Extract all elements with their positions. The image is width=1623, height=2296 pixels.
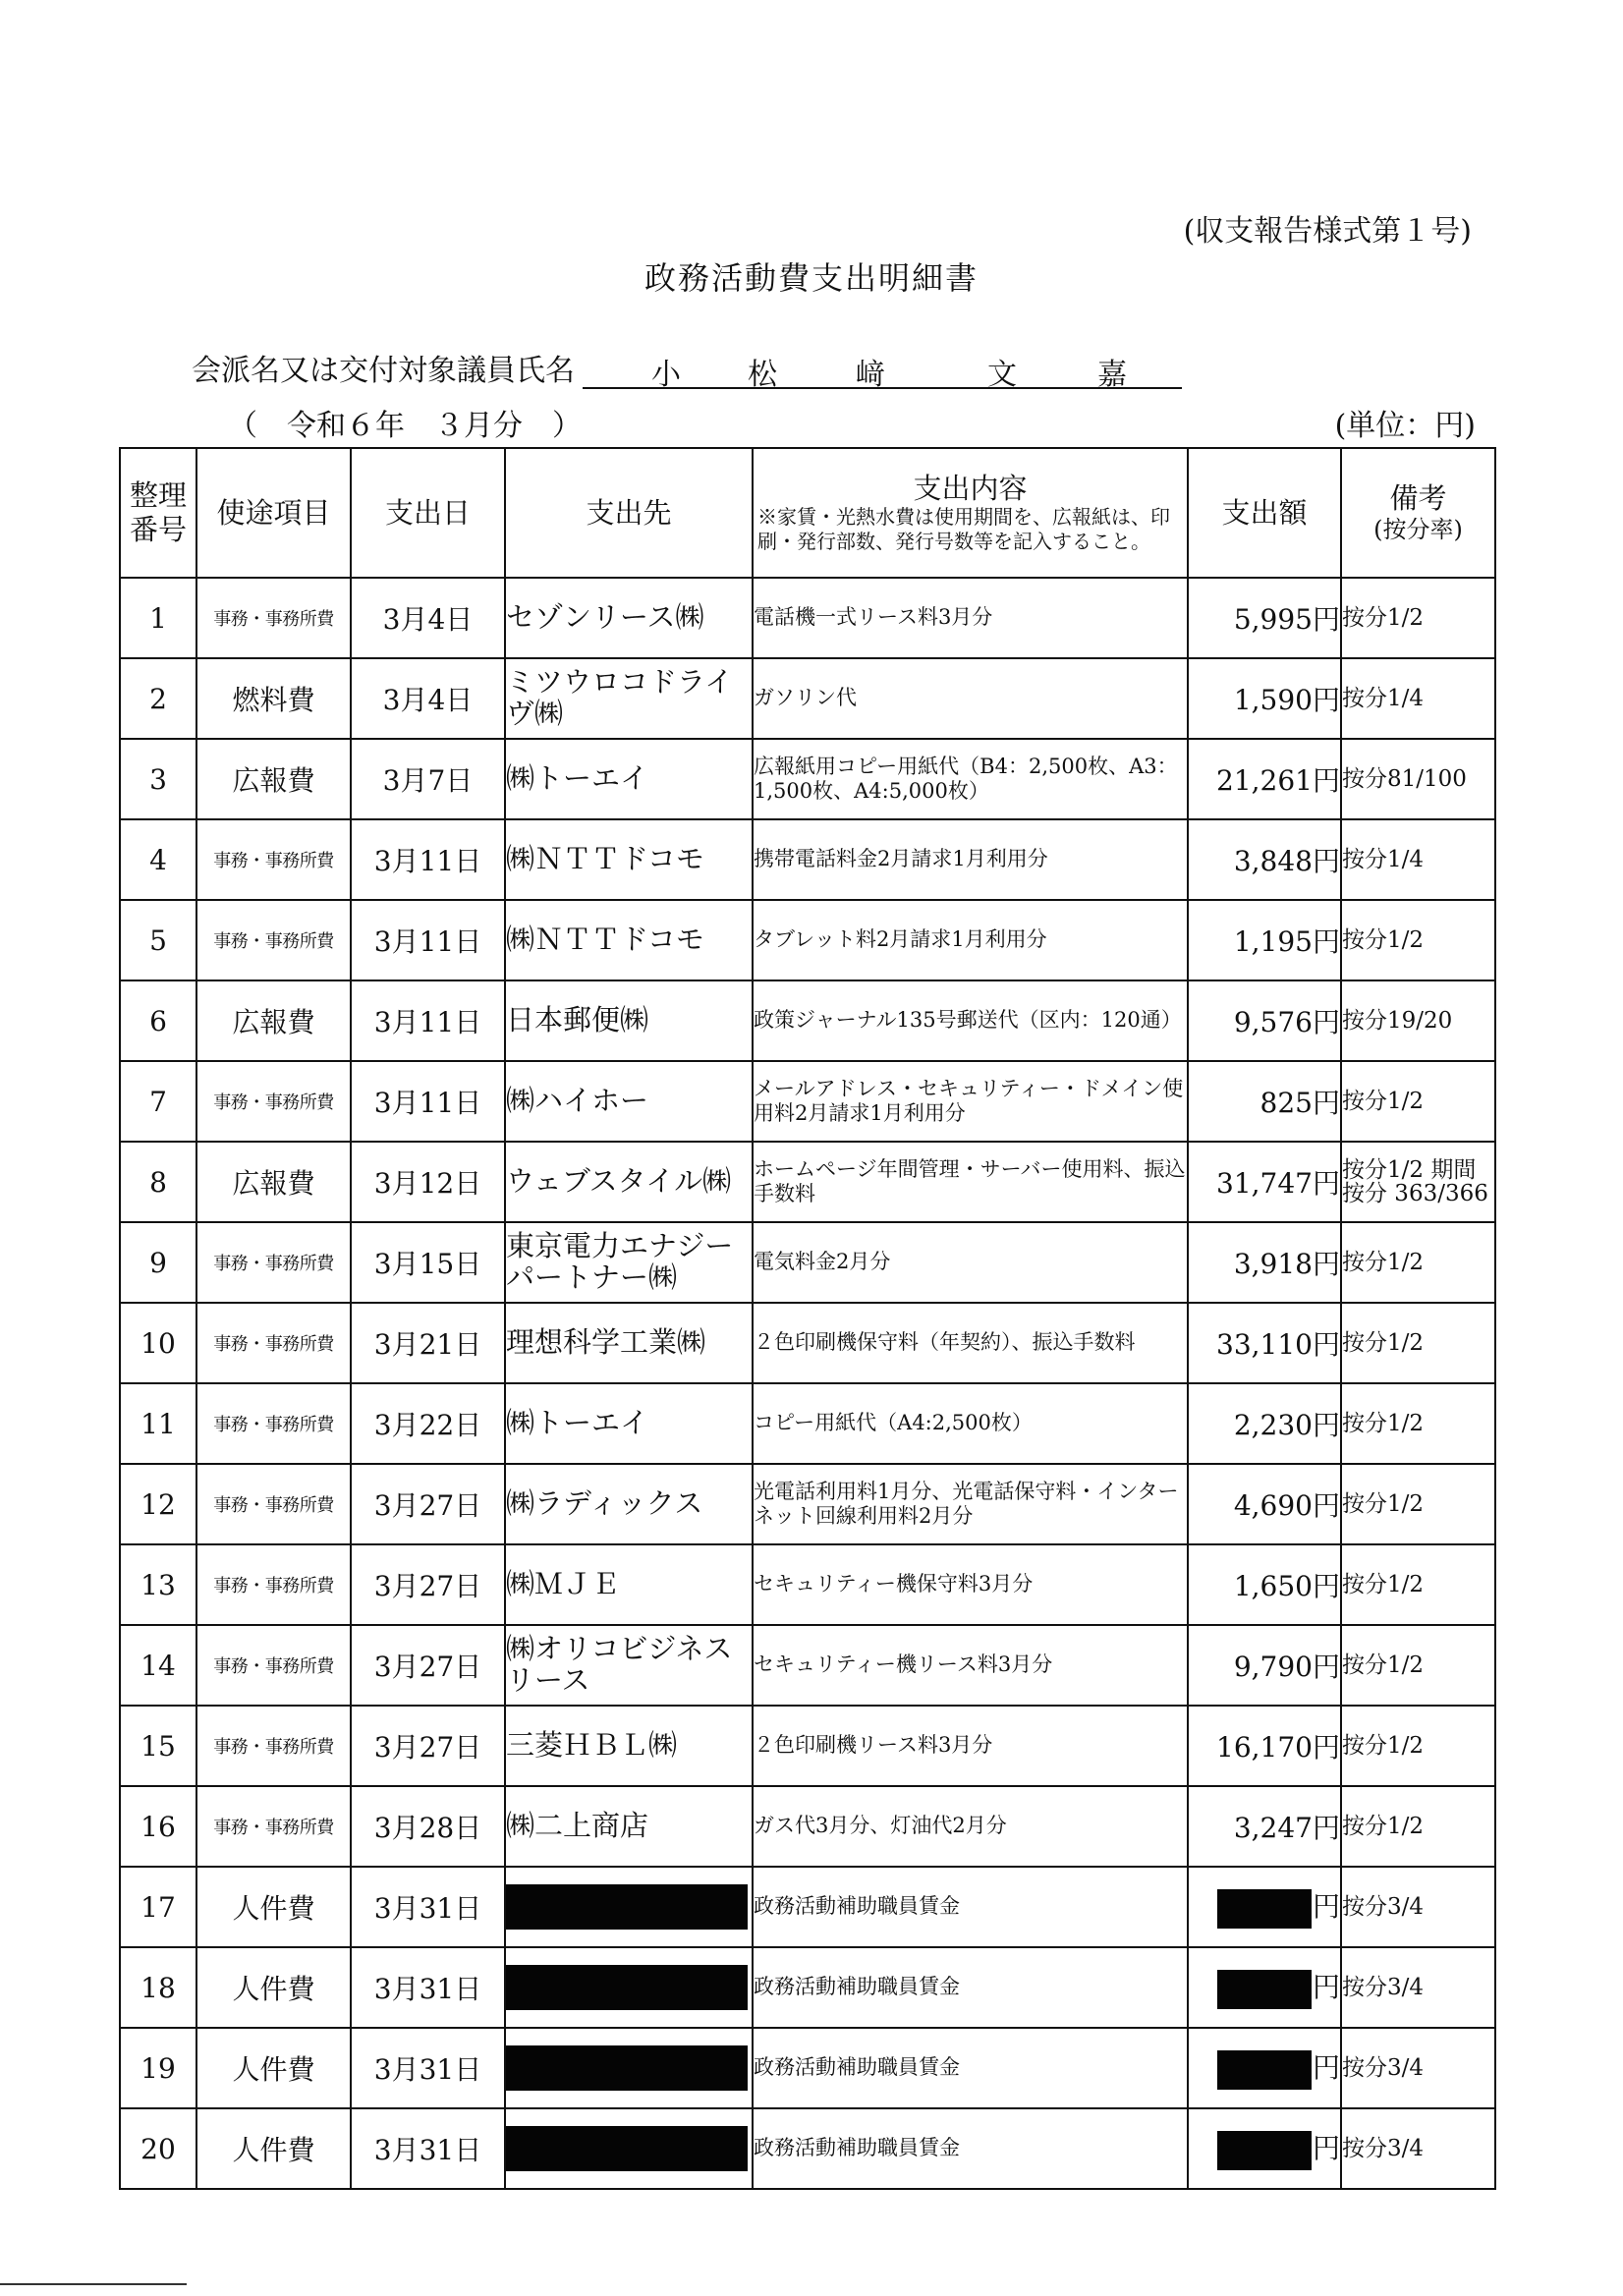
date-cell: 3月11日 [351,900,505,980]
payee-cell: 理想科学工業㈱ [505,1303,753,1383]
content-cell: ホームページ年間管理・サーバー使用料、振込手数料 [753,1142,1188,1222]
amount-cell: 825円 [1188,1061,1341,1142]
note-cell: 按分1/2 期間按分 363/366 [1341,1142,1495,1222]
purpose-cell: 事務・事務所費 [196,1061,351,1142]
row-number: 7 [120,1061,196,1142]
redaction-block [506,1884,748,1930]
table-row [120,1303,1495,1383]
note-cell: 按分1/2 [1341,1303,1495,1383]
purpose-cell: 事務・事務所費 [196,1383,351,1464]
redaction-block [1217,1970,1312,2009]
row-number: 10 [120,1303,196,1383]
amount-cell: 5,995円 [1188,578,1341,658]
note-cell: 按分1/2 [1341,1061,1495,1142]
amount-cell: 33,110円 [1188,1303,1341,1383]
purpose-cell: 事務・事務所費 [196,1222,351,1303]
row-number: 5 [120,900,196,980]
row-number: 8 [120,1142,196,1222]
amount-cell: 円 [1188,2108,1341,2189]
payee-cell: 三菱ＨＢＬ㈱ [505,1706,753,1786]
content-cell: セキュリティー機保守料3月分 [753,1544,1188,1625]
content-cell: ２色印刷機保守料（年契約）、振込手数料 [753,1303,1188,1383]
note-cell: 按分1/2 [1341,1383,1495,1464]
amount-cell: 16,170円 [1188,1706,1341,1786]
footer-rule [0,2283,187,2285]
date-cell: 3月22日 [351,1383,505,1464]
expense-table [119,447,1496,2190]
table-row [120,739,1495,819]
redaction-block [1217,2131,1312,2170]
table-row [120,658,1495,739]
table-row [120,1947,1495,2028]
note-cell: 按分1/2 [1341,900,1495,980]
date-cell: 3月27日 [351,1625,505,1706]
table-row [120,900,1495,980]
header-content [753,448,1188,578]
note-cell: 按分1/2 [1341,1706,1495,1786]
period-label: （ 令和６年 ３月分 ） [228,409,582,443]
date-cell: 3月12日 [351,1142,505,1222]
amount-cell: 4,690円 [1188,1464,1341,1544]
purpose-cell: 事務・事務所費 [196,900,351,980]
purpose-cell: 事務・事務所費 [196,1303,351,1383]
payee-cell: 東京電力エナジーパートナー㈱ [505,1222,753,1303]
row-number: 13 [120,1544,196,1625]
table-row [120,1867,1495,1947]
member-name-char: 嘉 [1097,358,1127,392]
purpose-cell: 人件費 [196,2028,351,2108]
content-cell: コピー用紙代（A4:2,500枚） [753,1383,1188,1464]
header-note-title: 備考 [1389,481,1447,516]
row-number: 3 [120,739,196,819]
amount-cell: 3,247円 [1188,1786,1341,1867]
content-cell: 広報紙用コピー用紙代（B4：2,500枚、A3：1,500枚、A4:5,000枚） [753,739,1188,819]
date-cell: 3月31日 [351,2108,505,2189]
note-cell: 按分3/4 [1341,1867,1495,1947]
payee-cell [505,2028,753,2108]
note-cell: 按分1/2 [1341,1464,1495,1544]
document-title: 政務活動費支出明細書 [644,259,979,297]
member-label: 会派名又は交付対象議員氏名 [192,354,575,388]
amount-cell: 円 [1188,2028,1341,2108]
purpose-cell: 事務・事務所費 [196,578,351,658]
amount-cell: 1,195円 [1188,900,1341,980]
purpose-cell: 事務・事務所費 [196,1625,351,1706]
amount-cell: 1,590円 [1188,658,1341,739]
content-cell: 携帯電話料金2月請求1月利用分 [753,819,1188,900]
purpose-cell: 事務・事務所費 [196,1544,351,1625]
payee-cell: ㈱ＮＴＴドコモ [505,819,753,900]
date-cell: 3月11日 [351,980,505,1061]
date-cell: 3月15日 [351,1222,505,1303]
header-note [1341,448,1495,578]
row-number: 11 [120,1383,196,1464]
payee-cell: ミツウロコドライヴ㈱ [505,658,753,739]
content-cell: メールアドレス・セキュリティー・ドメイン使用料2月請求1月利用分 [753,1061,1188,1142]
table-row [120,980,1495,1061]
table-row [120,1142,1495,1222]
date-cell: 3月27日 [351,1706,505,1786]
content-cell: 政務活動補助職員賃金 [753,2108,1188,2189]
date-cell: 3月31日 [351,2028,505,2108]
member-name-char: 小 [651,358,681,392]
payee-cell [505,2108,753,2189]
table-row [120,2028,1495,2108]
content-cell: 政務活動補助職員賃金 [753,1867,1188,1947]
purpose-cell: 事務・事務所費 [196,1786,351,1867]
payee-cell [505,1867,753,1947]
amount-cell: 3,918円 [1188,1222,1341,1303]
payee-cell [505,1947,753,2028]
date-cell: 3月4日 [351,578,505,658]
date-cell: 3月4日 [351,658,505,739]
payee-cell: ㈱二上商店 [505,1786,753,1867]
note-cell: 按分1/2 [1341,578,1495,658]
amount-cell: 21,261円 [1188,739,1341,819]
table-row [120,1383,1495,1464]
header-no: 整理番号 [120,448,196,578]
purpose-cell: 広報費 [196,739,351,819]
payee-cell: ㈱トーエイ [505,1383,753,1464]
header-date: 支出日 [351,448,505,578]
content-cell: セキュリティー機リース料3月分 [753,1625,1188,1706]
content-cell: 政策ジャーナル135号郵送代（区内：120通） [753,980,1188,1061]
purpose-cell: 広報費 [196,1142,351,1222]
amount-cell: 9,576円 [1188,980,1341,1061]
row-number: 20 [120,2108,196,2189]
amount-cell: 31,747円 [1188,1142,1341,1222]
purpose-cell: 人件費 [196,1867,351,1947]
note-cell: 按分1/4 [1341,819,1495,900]
content-cell: 政務活動補助職員賃金 [753,2028,1188,2108]
redaction-block [506,2045,748,2091]
note-cell: 按分1/2 [1341,1625,1495,1706]
redaction-block [506,2126,748,2171]
content-cell: ２色印刷機リース料3月分 [753,1706,1188,1786]
row-number: 15 [120,1706,196,1786]
purpose-cell: 広報費 [196,980,351,1061]
table-row [120,1464,1495,1544]
date-cell: 3月11日 [351,1061,505,1142]
row-number: 14 [120,1625,196,1706]
content-cell: 電気料金2月分 [753,1222,1188,1303]
row-number: 16 [120,1786,196,1867]
purpose-cell: 事務・事務所費 [196,819,351,900]
content-cell: 政務活動補助職員賃金 [753,1947,1188,2028]
note-cell: 按分1/2 [1341,1222,1495,1303]
row-number: 18 [120,1947,196,2028]
row-number: 6 [120,980,196,1061]
table-row [120,2108,1495,2189]
member-name-field [583,350,1182,392]
amount-cell: 円 [1188,1947,1341,2028]
redaction-block [1217,1889,1312,1929]
date-cell: 3月31日 [351,1947,505,2028]
content-cell: 電話機一式リース料3月分 [753,578,1188,658]
payee-cell: ウェブスタイル㈱ [505,1142,753,1222]
content-cell: ガソリン代 [753,658,1188,739]
amount-cell: 円 [1188,1867,1341,1947]
date-cell: 3月21日 [351,1303,505,1383]
note-cell: 按分81/100 [1341,739,1495,819]
row-number: 4 [120,819,196,900]
content-cell: 光電話利用料1月分、光電話保守料・インターネット回線利用料2月分 [753,1464,1188,1544]
form-number: (収支報告様式第１号) [1183,214,1472,249]
row-number: 17 [120,1867,196,1947]
payee-cell: ㈱トーエイ [505,739,753,819]
date-cell: 3月27日 [351,1544,505,1625]
note-cell: 按分3/4 [1341,2028,1495,2108]
purpose-cell: 燃料費 [196,658,351,739]
note-cell: 按分1/2 [1341,1544,1495,1625]
purpose-cell: 人件費 [196,1947,351,2028]
payee-cell: ㈱ラディックス [505,1464,753,1544]
table-row [120,1222,1495,1303]
date-cell: 3月7日 [351,739,505,819]
note-cell: 按分19/20 [1341,980,1495,1061]
table-row [120,1061,1495,1142]
date-cell: 3月28日 [351,1786,505,1867]
table-row [120,819,1495,900]
content-cell: ガス代3月分、灯油代2月分 [753,1786,1188,1867]
table-row [120,1544,1495,1625]
amount-cell: 1,650円 [1188,1544,1341,1625]
member-name-row [192,346,1182,392]
payee-cell: 日本郵便㈱ [505,980,753,1061]
member-name-char: 﨑 [856,358,885,392]
header-content-title: 支出内容 [913,471,1028,505]
redaction-block [506,1965,748,2010]
purpose-cell: 人件費 [196,2108,351,2189]
note-cell: 按分3/4 [1341,2108,1495,2189]
header-note-sub: (按分率) [1373,516,1463,543]
purpose-cell: 事務・事務所費 [196,1464,351,1544]
payee-cell: ㈱オリコビジネスリース [505,1625,753,1706]
purpose-cell: 事務・事務所費 [196,1706,351,1786]
header-content-note: ※家賃・光熱水費は使用期間を、広報紙は、印刷・発行部数、発行号数等を記入すること。 [757,505,1170,554]
content-cell: タブレット料2月請求1月利用分 [753,900,1188,980]
amount-cell: 2,230円 [1188,1383,1341,1464]
note-cell: 按分1/2 [1341,1786,1495,1867]
table-header-row [120,448,1495,578]
row-number: 19 [120,2028,196,2108]
note-cell: 按分3/4 [1341,1947,1495,2028]
payee-cell: ㈱ＮＴＴドコモ [505,900,753,980]
date-cell: 3月31日 [351,1867,505,1947]
member-name-char: 文 [987,358,1017,392]
row-number: 1 [120,578,196,658]
amount-cell: 3,848円 [1188,819,1341,900]
payee-cell: ㈱ＭＪＥ [505,1544,753,1625]
table-row [120,1786,1495,1867]
header-purpose: 使途項目 [196,448,351,578]
amount-cell: 9,790円 [1188,1625,1341,1706]
note-cell: 按分1/4 [1341,658,1495,739]
member-name-char: 松 [748,358,777,392]
unit-label: (単位：円) [1334,409,1476,443]
date-cell: 3月11日 [351,819,505,900]
table-row [120,1706,1495,1786]
row-number: 12 [120,1464,196,1544]
redaction-block [1217,2050,1312,2090]
table-row [120,578,1495,658]
table-row [120,1625,1495,1706]
row-number: 2 [120,658,196,739]
row-number: 9 [120,1222,196,1303]
payee-cell: セゾンリース㈱ [505,578,753,658]
header-payee: 支出先 [505,448,753,578]
header-amount: 支出額 [1188,448,1341,578]
date-cell: 3月27日 [351,1464,505,1544]
payee-cell: ㈱ハイホー [505,1061,753,1142]
